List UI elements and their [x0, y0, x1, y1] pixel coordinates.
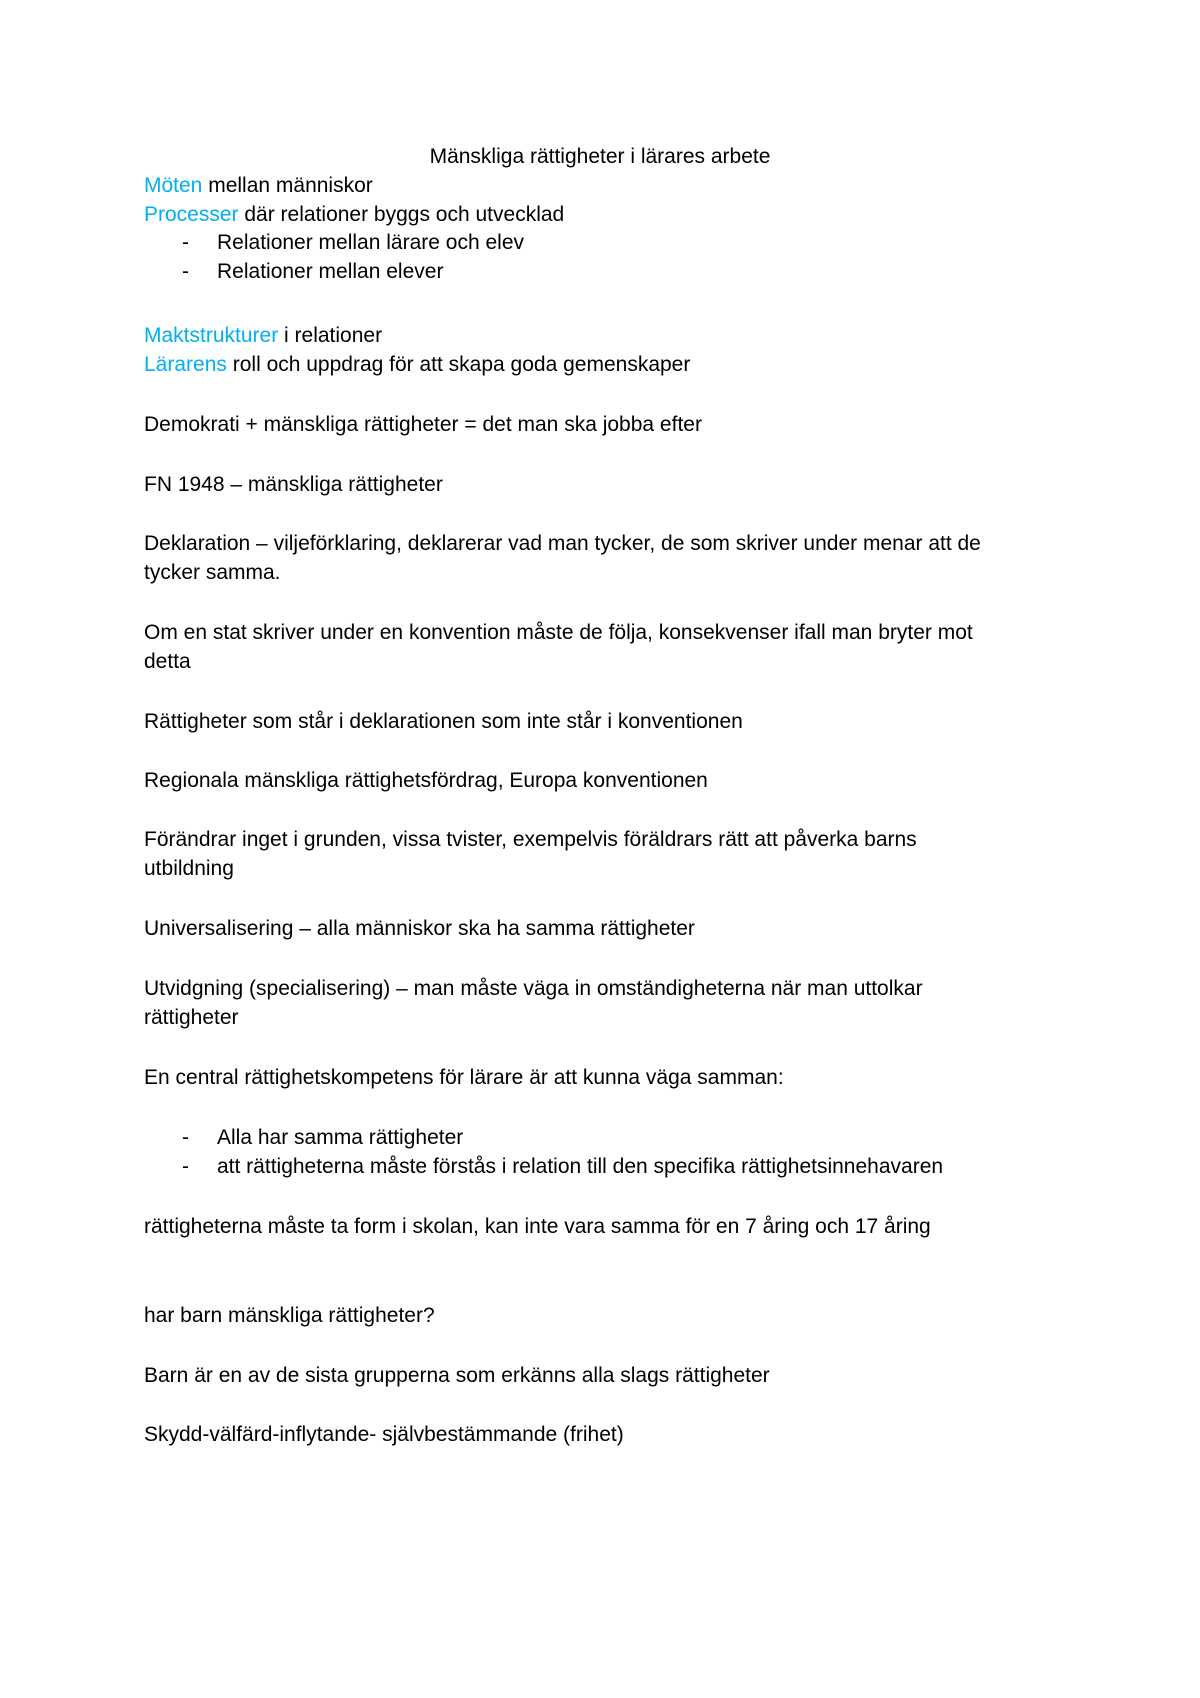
document-title: Mänskliga rättigheter i lärares arbete — [429, 145, 771, 168]
paragraph-fn: FN 1948 – mänskliga rättigheter — [144, 473, 443, 496]
bullet-item: att rättigheterna måste förstås i relation till den specifika rättighetsinnehavaren — [217, 1155, 944, 1178]
paragraph-demokrati: Demokrati + mänskliga rättigheter = det man ska jobba efter — [144, 413, 702, 436]
lararens-line — [144, 351, 690, 379]
paragraph-universalisering: Universalisering – alla människor ska ha samma rättigheter — [144, 917, 695, 940]
paragraph-barn-fraga: har barn mänskliga rättigheter? — [144, 1304, 435, 1327]
lararens-keyword: Lärarens — [144, 353, 227, 376]
bullet-dash: - — [182, 1126, 189, 1149]
paragraph-deklaration-line1: Deklaration – viljeförklaring, deklarerar vad man tycker, de som skriver under menar att de — [144, 532, 981, 555]
paragraph-konvention-line2: detta — [144, 650, 191, 673]
bullet-dash: - — [182, 260, 189, 283]
paragraph-rattigheter-deklaration: Rättigheter som står i deklarationen som inte står i konventionen — [144, 710, 743, 733]
bullet-item: Relationer mellan lärare och elev — [217, 231, 524, 254]
paragraph-utvidgning-line2: rättigheter — [144, 1006, 239, 1029]
paragraph-form: rättigheterna måste ta form i skolan, kan inte vara samma för en 7 åring och 17 åring — [144, 1215, 931, 1238]
paragraph-central: En central rättighetskompetens för lärare är att kunna väga samman: — [144, 1066, 784, 1089]
bullet-dash: - — [182, 231, 189, 254]
paragraph-forandrar-line2: utbildning — [144, 857, 234, 880]
bullet-item: Relationer mellan elever — [217, 260, 444, 283]
maktstrukturer-keyword: Maktstrukturer — [144, 324, 279, 347]
lararens-rest: roll och uppdrag för att skapa goda gemenskaper — [226, 353, 691, 376]
moten-line — [144, 172, 373, 200]
processer-keyword: Processer — [144, 203, 239, 226]
maktstrukturer-rest: i relationer — [278, 324, 383, 347]
paragraph-deklaration-line2: tycker samma. — [144, 561, 281, 584]
processer-rest: där relationer byggs och utvecklad — [238, 203, 565, 226]
paragraph-forandrar-line1: Förändrar inget i grunden, vissa tvister, exempelvis föräldrars rätt att påverka barns — [144, 828, 917, 851]
paragraph-utvidgning-line1: Utvidgning (specialisering) – man måste väga in omständigheterna när man uttolkar — [144, 977, 923, 1000]
paragraph-regionala: Regionala mänskliga rättighetsfördrag, Europa konventionen — [144, 769, 708, 792]
bullet-dash: - — [182, 1155, 189, 1178]
moten-rest: mellan människor — [202, 174, 373, 197]
processer-line — [144, 201, 564, 229]
moten-keyword: Möten — [144, 174, 203, 197]
paragraph-konvention-line1: Om en stat skriver under en konvention måste de följa, konsekvenser ifall man bryter mot — [144, 621, 973, 644]
paragraph-skydd: Skydd-välfärd-inflytande- självbestämmande (frihet) — [144, 1423, 624, 1446]
maktstrukturer-line — [144, 322, 382, 350]
paragraph-barn-sista: Barn är en av de sista grupperna som erkänns alla slags rättigheter — [144, 1364, 770, 1387]
bullet-item: Alla har samma rättigheter — [217, 1126, 464, 1149]
